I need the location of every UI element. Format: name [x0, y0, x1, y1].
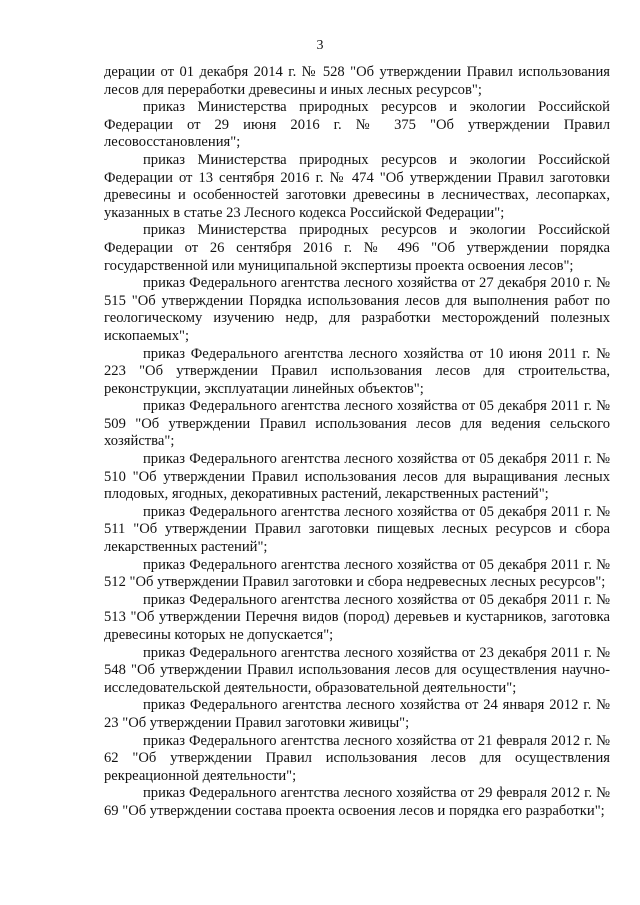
paragraph-order-510: приказ Федерального агентства лесного хозяйства от 05 декабря 2011 г. № 510 "Об утверждении Правил использования лесов для выращивания лесных плодовых, ягодных, декоративных растений, лекарственных растений"; — [104, 451, 610, 503]
paragraph-order-375: приказ Министерства природных ресурсов и экологии Российской Федерации от 29 июня 2016 г. № 375 "Об утверждении Правил лесовосстановления"; — [104, 99, 610, 151]
paragraph-order-512: приказ Федерального агентства лесного хозяйства от 05 декабря 2011 г. № 512 "Об утверждении Правил заготовки и сбора недревесных лесных ресурсов"; — [104, 556, 610, 591]
paragraph-order-474: приказ Министерства природных ресурсов и экологии Российской Федерации от 13 сентября 2016 г. № 474 "Об утверждении Правил заготовки древесины и особенностей заготовки древесины в лесничествах, лесопарках, указанных в статье 23 Лесного кодекса Российской Федерации"; — [104, 151, 610, 221]
paragraph-order-223: приказ Федерального агентства лесного хозяйства от 10 июня 2011 г. № 223 "Об утверждении Правил использования лесов для строительства, реконструкции, эксплуатации линейных объектов"; — [104, 345, 610, 397]
paragraph-order-69: приказ Федерального агентства лесного хозяйства от 29 февраля 2012 г. № 69 "Об утверждении состава проекта освоения лесов и порядка его разработки"; — [104, 785, 610, 819]
paragraph-order-496: приказ Министерства природных ресурсов и экологии Российской Федерации от 26 сентября 2016 г. № 496 "Об утверждении порядка государственной или муниципальной экспертизы проекта освоения лесов"; — [104, 222, 610, 274]
paragraph-order-548: приказ Федерального агентства лесного хозяйства от 23 декабря 2011 г. № 548 "Об утверждении Правил использования лесов для осуществления научно-исследовательской деятельности, образовательной деятельности"; — [104, 644, 610, 696]
paragraph-order-511: приказ Федерального агентства лесного хозяйства от 05 декабря 2011 г. № 511 "Об утверждении Правил заготовки пищевых лесных ресурсов и сбора лекарственных растений"; — [104, 503, 610, 556]
paragraph-order-509: приказ Федерального агентства лесного хозяйства от 05 декабря 2011 г. № 509 "Об утверждении Правил использования лесов для ведения сельского хозяйства"; — [104, 398, 610, 450]
paragraph-order-23: приказ Федерального агентства лесного хозяйства от 24 января 2012 г. № 23 "Об утверждении Правил заготовки живицы"; — [104, 697, 610, 731]
page-number: 3 — [316, 38, 324, 53]
paragraph-continuation: дерации от 01 декабря 2014 г. № 528 "Об утверждении Правил использования лесов для переработки древесины и иных лесных ресурсов"; — [104, 64, 610, 98]
paragraph-order-513: приказ Федерального агентства лесного хозяйства от 05 декабря 2011 г. № 513 "Об утверждении Перечня видов (пород) деревьев и кустарников, заготовка древесины которых не допускается"; — [104, 591, 610, 643]
paragraph-order-62: приказ Федерального агентства лесного хозяйства от 21 февраля 2012 г. № 62 "Об утверждении Правил использования лесов для осуществления рекреационной деятельности"; — [104, 732, 610, 784]
document-body — [104, 64, 610, 821]
paragraph-order-515: приказ Федерального агентства лесного хозяйства от 27 декабря 2010 г. № 515 "Об утверждении Порядка использования лесов для выполнения работ по геологическому изучению недр, для разработки месторождений полезных ископаемых"; — [104, 275, 610, 344]
